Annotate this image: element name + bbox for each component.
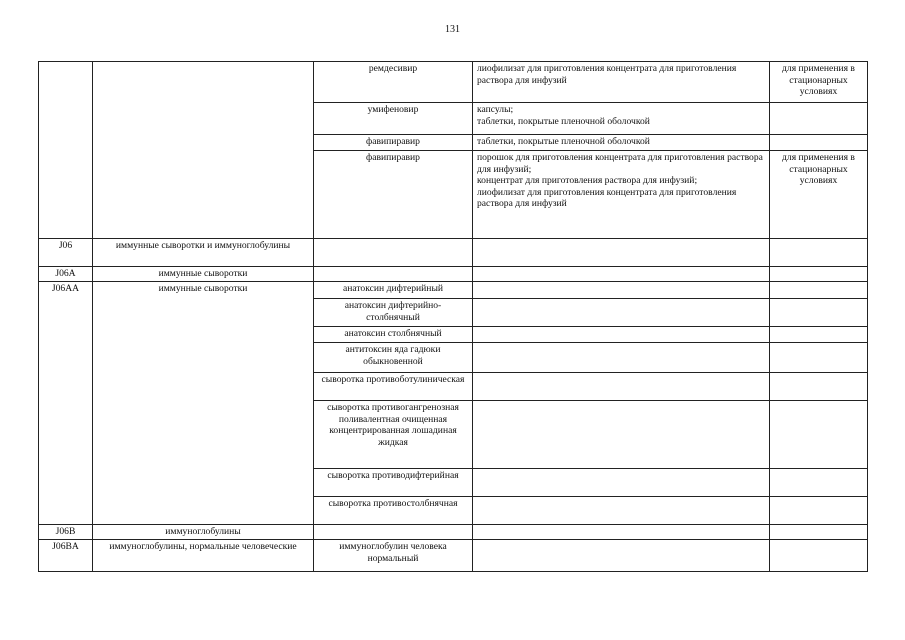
usage-note-cell (770, 525, 868, 540)
dosage-form-line: концентрат для приготовления раствора для инфузий; (477, 175, 698, 187)
dosage-form-cell (473, 401, 770, 469)
drug-name-cell (314, 267, 473, 282)
drug-name-cell: анатоксин столбнячный (314, 327, 473, 343)
usage-note-cell (770, 327, 868, 343)
usage-note-cell (770, 239, 868, 267)
usage-note-cell: для применения в стационарных условиях (770, 151, 868, 239)
anatomical-group-cell: иммуноглобулины (93, 525, 314, 540)
atc-code-cell: J06A (39, 267, 93, 282)
table-row (39, 525, 868, 540)
dosage-form-cell (473, 525, 770, 540)
drug-name-cell: умифеновир (314, 103, 473, 135)
anatomical-group-cell: иммунные сыворотки (93, 267, 314, 282)
dosage-form-cell (473, 239, 770, 267)
atc-code-cell: J06 (39, 239, 93, 267)
table-row (39, 239, 868, 267)
usage-note-cell (770, 103, 868, 135)
anatomical-group-cell (93, 62, 314, 239)
drug-name-cell: ремдесивир (314, 62, 473, 103)
dosage-form-cell (473, 62, 770, 103)
page-number: 131 (445, 24, 460, 35)
usage-note-cell (770, 135, 868, 151)
drug-name-cell: фавипиравир (314, 135, 473, 151)
atc-code-cell: J06AA (39, 282, 93, 525)
dosage-form-cell (473, 540, 770, 572)
dosage-form-cell (473, 267, 770, 282)
dosage-form-line: таблетки, покрытые пленочной оболочкой (477, 136, 650, 147)
dosage-form-cell (473, 373, 770, 401)
medication-table (38, 61, 868, 572)
table-row (39, 62, 868, 103)
usage-note-cell (770, 299, 868, 327)
dosage-form-cell (473, 151, 770, 239)
anatomical-group-cell: иммунные сыворотки и иммуноглобулины (93, 239, 314, 267)
dosage-form-line: порошок для приготовления концентрата для приготовления раствора для инфузий; (477, 152, 763, 175)
table-row (39, 282, 868, 299)
usage-note-cell (770, 401, 868, 469)
dosage-form-line: капсулы; (477, 104, 514, 115)
usage-note-cell: для применения в стационарных условиях (770, 62, 868, 103)
atc-code-cell (39, 62, 93, 239)
drug-name-cell: иммуноглобулин человека нормальный (314, 540, 473, 572)
drug-name-cell: сыворотка противодифтерийная (314, 469, 473, 497)
usage-note-cell (770, 267, 868, 282)
anatomical-group-cell: иммуноглобулины, нормальные человеческие (93, 540, 314, 572)
usage-note-cell (770, 373, 868, 401)
dosage-form-cell (473, 469, 770, 497)
drug-name-cell: сыворотка противоботулиническая (314, 373, 473, 401)
atc-code-cell: J06B (39, 525, 93, 540)
drug-name-cell: фавипиравир (314, 151, 473, 239)
dosage-form-cell (473, 135, 770, 151)
usage-note-cell (770, 540, 868, 572)
dosage-form-cell (473, 103, 770, 135)
dosage-form-cell (473, 299, 770, 327)
table-row (39, 540, 868, 572)
dosage-form-cell (473, 343, 770, 373)
atc-code-cell: J06BA (39, 540, 93, 572)
drug-name-cell: анатоксин дифтерийно-столбнячный (314, 299, 473, 327)
dosage-form-cell (473, 327, 770, 343)
dosage-form-cell (473, 282, 770, 299)
dosage-form-line: лиофилизат для приготовления концентрата для приготовления раствора для инфузий (477, 186, 737, 210)
anatomical-group-cell: иммунные сыворотки (93, 282, 314, 525)
drug-name-cell: сыворотка противостолбнячная (314, 497, 473, 525)
usage-note-cell (770, 469, 868, 497)
usage-note-cell (770, 343, 868, 373)
usage-note-cell (770, 497, 868, 525)
table-row (39, 267, 868, 282)
drug-name-cell: сыворотка противогангренозная поливалентная очищенная концентрированная лошадиная жидкая (314, 401, 473, 469)
dosage-form-line: лиофилизат для приготовления концентрата для приготовления раствора для инфузий (477, 63, 737, 86)
drug-name-cell: антитоксин яда гадюки обыкновенной (314, 343, 473, 373)
dosage-form-line: таблетки, покрытые пленочной оболочкой (477, 115, 650, 127)
usage-note-cell (770, 282, 868, 299)
dosage-form-cell (473, 497, 770, 525)
drug-name-cell (314, 525, 473, 540)
drug-name-cell: анатоксин дифтерийный (314, 282, 473, 299)
drug-name-cell (314, 239, 473, 267)
